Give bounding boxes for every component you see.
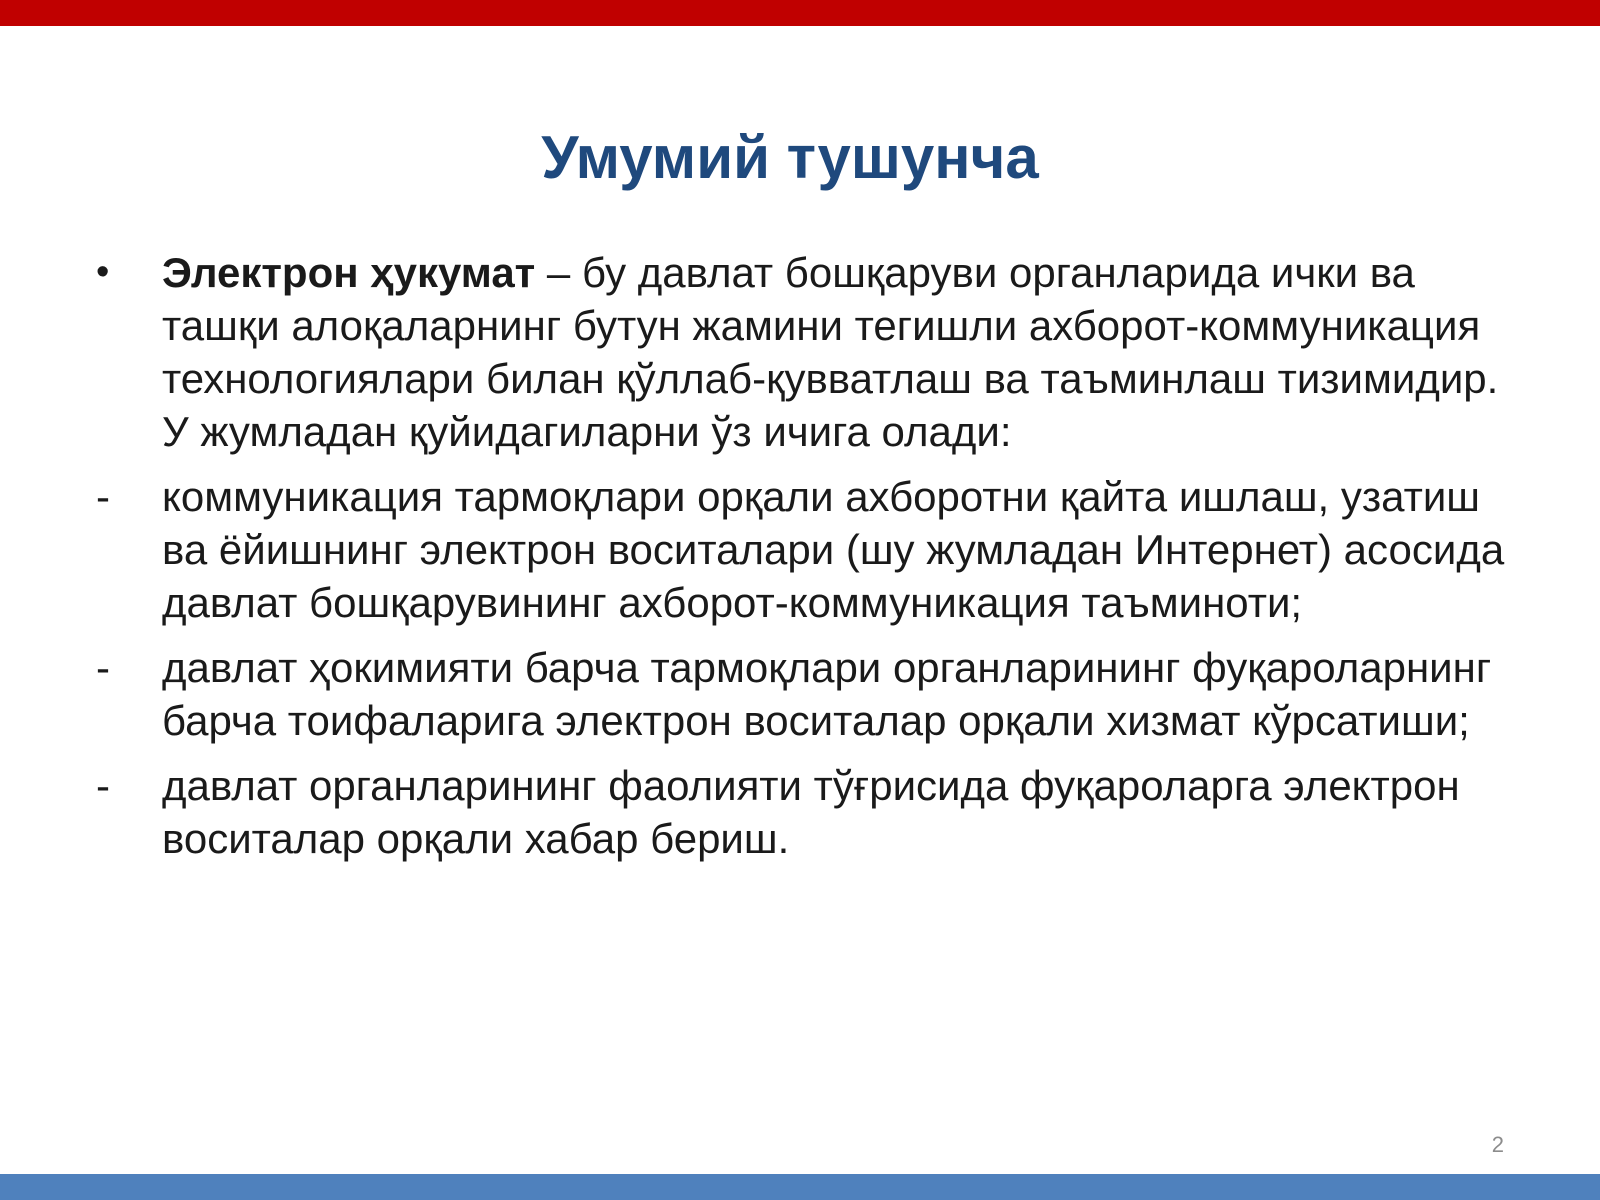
list-item [90,470,1510,629]
intro-text [162,246,1510,458]
intro-term: Электрон ҳукумат [162,249,536,296]
intro-item [90,246,1510,458]
list-item-text: давлат ҳокимияти барча тармоқлари органларининг фуқароларнинг барча тоифаларига электрон воситалар орқали хизмат кўрсатиши; [162,644,1492,744]
list-item [90,759,1510,865]
dash-marker: - [96,473,110,520]
bullet-marker: • [96,251,110,293]
slide-title: Умумий тушунча [541,124,1039,191]
bottom-accent-bar [0,1174,1600,1200]
dash-marker: - [96,762,110,809]
list-item [90,641,1510,747]
top-accent-bar [0,0,1600,26]
slide-content [90,246,1510,877]
list-item-text: давлат органларининг фаолияти тўғрисида фуқароларга электрон воситалар орқали хабар бериш. [162,762,1460,862]
page-number: 2 [1491,1132,1504,1157]
intro-definition: – бу давлат бошқаруви органларида ички ва ташқи алоқаларнинг бутун жамини тегишли ахборот-коммуникация технологиялари билан қўллаб-қувватлаш ва таъминлаш тизимидир. У жумладан қуйидагиларни ўз ичига олади: [162,249,1499,455]
dash-marker: - [96,644,110,691]
list-item-text: коммуникация тармоқлари орқали ахборотни қайта ишлаш, узатиш ва ёйишнинг электрон воситалари (шу жумладан Интернет) асосида давлат бошқарувининг ахборот-коммуникация таъминоти; [162,473,1505,626]
